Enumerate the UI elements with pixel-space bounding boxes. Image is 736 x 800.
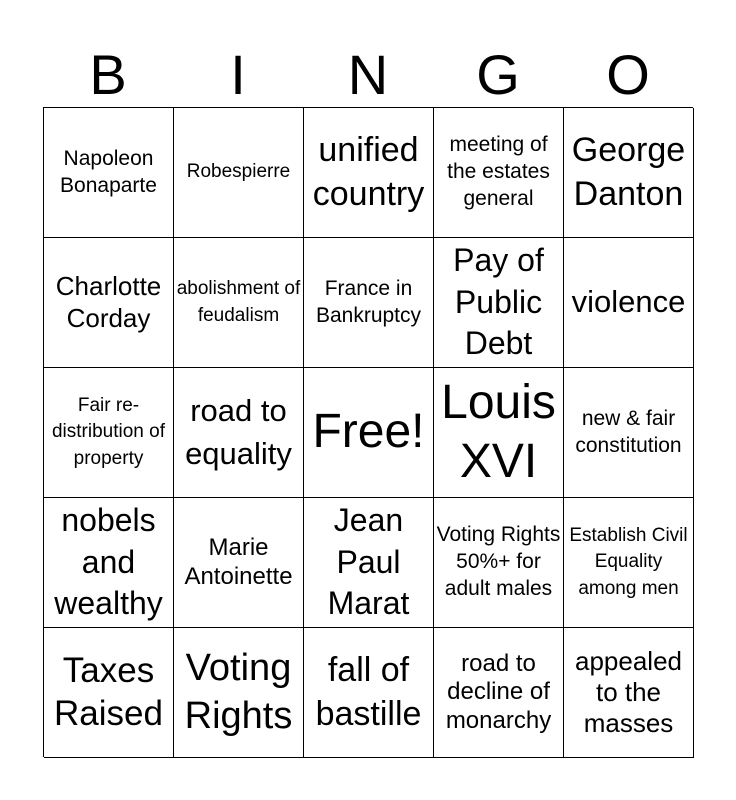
bingo-cell[interactable] xyxy=(44,498,174,628)
cell-text: Establish Civil Equality among men xyxy=(569,525,688,599)
cell-text: Fair re-distribution of property xyxy=(51,395,165,469)
header-letter-i: I xyxy=(230,43,246,106)
bingo-cell[interactable] xyxy=(564,108,694,238)
cell-text: Taxes Raised xyxy=(54,650,163,733)
cell-text: Voting Rights 50%+ for adult males xyxy=(436,523,561,600)
bingo-cell[interactable] xyxy=(304,498,434,628)
cell-text: Jean Paul Marat xyxy=(327,502,410,622)
bingo-cell[interactable] xyxy=(44,108,174,238)
bingo-cell[interactable] xyxy=(434,238,564,368)
cell-text: road to equality xyxy=(185,392,292,471)
bingo-cell[interactable] xyxy=(174,108,304,238)
bingo-cell[interactable] xyxy=(174,368,304,498)
cell-text: Napoleon Bonaparte xyxy=(60,146,157,197)
cell-text: Voting Rights xyxy=(184,647,293,737)
header-letter-o: O xyxy=(606,43,650,106)
bingo-cell[interactable] xyxy=(434,498,564,628)
bingo-cell[interactable] xyxy=(434,628,564,758)
header-letter-n: N xyxy=(347,43,389,106)
cell-text: Marie Antoinette xyxy=(184,534,293,590)
cell-text: France in Bankruptcy xyxy=(315,276,422,327)
cell-text: Charlotte Corday xyxy=(55,271,162,333)
bingo-cell[interactable] xyxy=(174,498,304,628)
bingo-cell[interactable] xyxy=(44,368,174,498)
bingo-cell[interactable] xyxy=(564,628,694,758)
header-letter-g: G xyxy=(476,43,520,106)
bingo-cell[interactable] xyxy=(434,368,564,498)
cell-text: George Danton xyxy=(571,130,686,213)
bingo-header xyxy=(43,42,693,108)
bingo-cell[interactable] xyxy=(174,628,304,758)
bingo-cell[interactable] xyxy=(304,108,434,238)
cell-text: road to decline of monarchy xyxy=(445,650,552,734)
cell-text: unified country xyxy=(312,130,425,213)
cell-text: new & fair constitution xyxy=(575,406,682,457)
cell-text: Pay of Public Debt xyxy=(453,242,544,362)
cell-text: nobels and wealthy xyxy=(54,502,163,622)
cell-text: violence xyxy=(571,284,686,320)
bingo-cell[interactable] xyxy=(564,368,694,498)
cell-text: Robespierre xyxy=(186,161,291,183)
free-space-text: Free! xyxy=(312,405,425,459)
cell-text: Louis XVI xyxy=(441,375,556,488)
bingo-cell[interactable] xyxy=(304,628,434,758)
bingo-cell[interactable] xyxy=(174,238,304,368)
cell-text: fall of bastille xyxy=(315,650,422,733)
header-letter-b: B xyxy=(89,43,127,106)
cell-text: meeting of the estates general xyxy=(447,133,550,210)
cell-text: abolishment of feudalism xyxy=(176,278,301,326)
bingo-cell[interactable] xyxy=(434,108,564,238)
bingo-cell[interactable] xyxy=(564,498,694,628)
bingo-cell[interactable] xyxy=(44,628,174,758)
bingo-board xyxy=(43,107,693,757)
bingo-cell[interactable] xyxy=(44,238,174,368)
bingo-cell[interactable] xyxy=(304,238,434,368)
cell-text: appealed to the masses xyxy=(575,645,682,739)
free-space[interactable] xyxy=(304,368,434,498)
bingo-cell[interactable] xyxy=(564,238,694,368)
